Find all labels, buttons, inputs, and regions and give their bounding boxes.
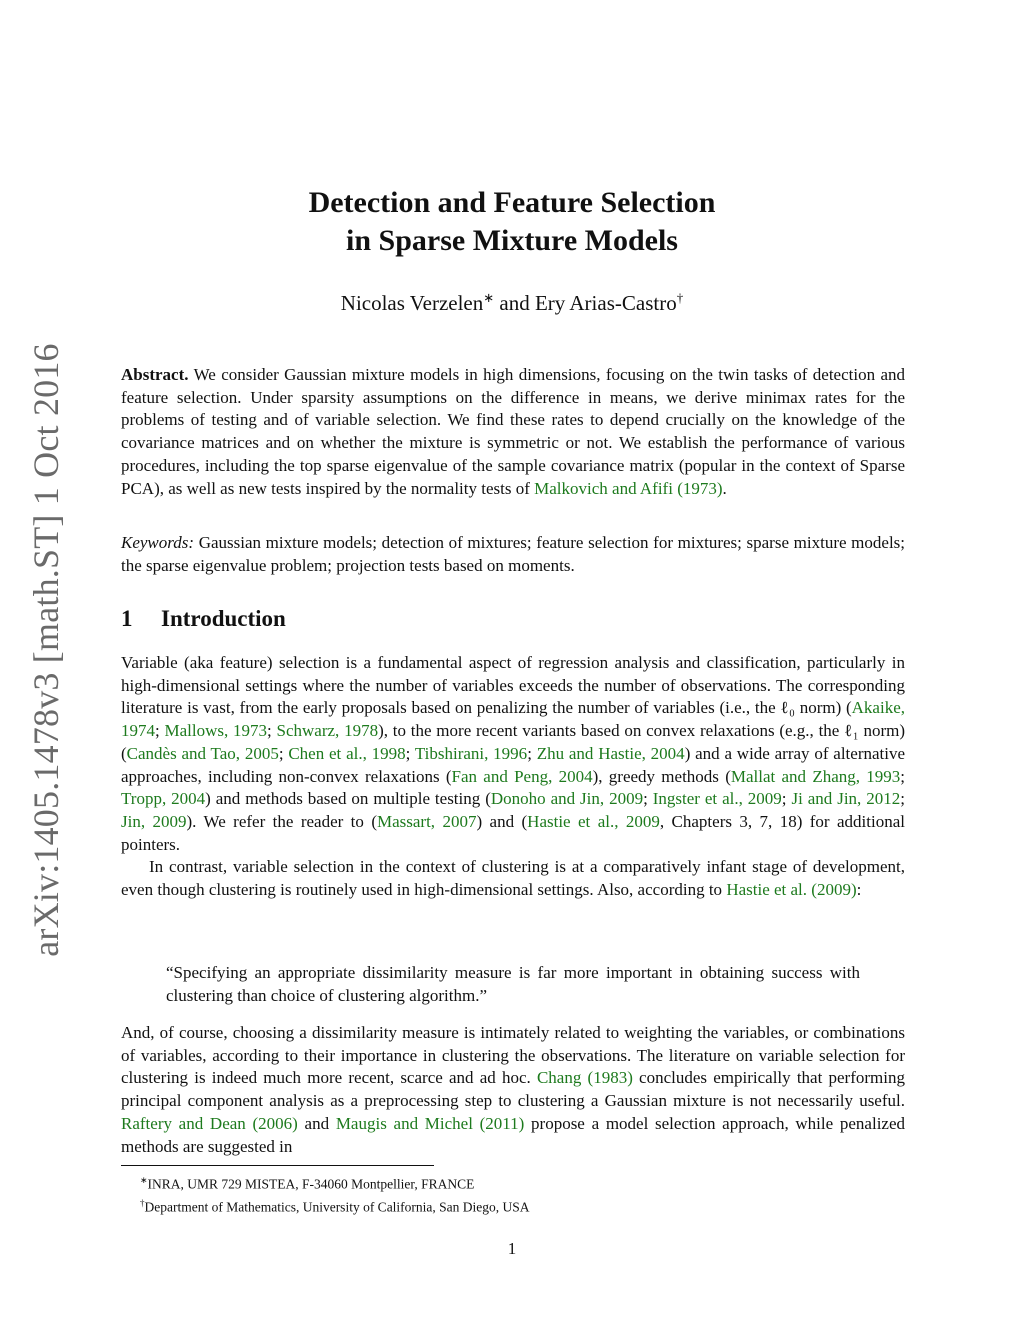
abstract <box>121 364 905 500</box>
footnotes <box>140 1171 530 1216</box>
author-line <box>0 290 1024 316</box>
body-text: ; <box>643 789 653 809</box>
keywords-label: Keywords: <box>121 533 195 552</box>
body-text: ; <box>405 743 415 763</box>
abstract-label: Abstract. <box>121 365 189 384</box>
title-line-2: in Sparse Mixture Models <box>346 224 678 257</box>
body-text: propose a model selection approach, while penalized methods are suggested in <box>121 1113 906 1156</box>
footnote-1-text: INRA, UMR 729 MISTEA, F-34060 Montpellier, FRANCE <box>147 1176 475 1192</box>
citation-link[interactable]: Candès and Tao, 2005 <box>126 743 279 763</box>
paragraph-2 <box>121 856 905 901</box>
footnote-rule <box>121 1165 434 1166</box>
introduction-continued <box>121 1022 905 1158</box>
author-conjunction: and <box>499 291 530 315</box>
citation-link[interactable]: Zhu and Hastie, 2004 <box>536 743 685 763</box>
abstract-citation-link[interactable]: Malkovich and Afifi (1973) <box>534 478 723 498</box>
arxiv-identifier: arXiv:1405.1478v3 [math.ST] 1 Oct 2016 <box>26 343 66 957</box>
citation-link[interactable]: Mallows, 1973 <box>164 721 268 741</box>
paragraph-1 <box>121 652 905 856</box>
keywords-text: Gaussian mixture models; detection of mixtures; feature selection for mixtures; sparse mixture models; the sparse eigenvalue problem; projection tests based on moments. <box>121 533 906 575</box>
citation-link[interactable]: Maugis and Michel (2011) <box>335 1113 525 1133</box>
keywords <box>121 532 905 577</box>
abstract-text: We consider Gaussian mixture models in high dimensions, focusing on the twin tasks of detection and feature selection. Under sparsity assumptions on the difference in means, we derive minimax rates for the problems of testing and of variable selection. We find these rates to depend crucially on the knowledge of the covariance matrices and on whether the mixture is symmetric or not. We establish the performance of various procedures, including the top sparse eigenvalue of the sample covariance matrix (popular in the context of Sparse PCA), as well as new tests inspired by the normality tests of <box>121 365 905 498</box>
author-1-mark: ∗ <box>483 290 495 305</box>
block-quote: “Specifying an appropriate dissimilarity measure is far more important in obtaining success with clustering than choice of clustering algorithm.” <box>166 963 860 1005</box>
paragraph-3 <box>121 1022 905 1158</box>
body-text: ) and methods based on multiple testing ( <box>205 789 491 809</box>
footnote-1 <box>140 1171 530 1194</box>
body-text: ) and a wide array of alternative approaches, including non-convex relaxations ( <box>121 743 906 786</box>
citation-link[interactable]: Ji and Jin, 2012 <box>791 789 901 809</box>
body-text: ) and ( <box>476 811 528 831</box>
body-text: ), to the more recent variants based on convex relaxations (e.g., the ℓ₁ norm) ( <box>121 721 906 763</box>
citation-link[interactable]: Raftery and Dean (2006) <box>121 1113 298 1133</box>
body-text: ; <box>278 743 289 763</box>
citation-link[interactable]: Hastie et al., 2009 <box>527 811 660 831</box>
body-text: Variable (aka feature) selection is a fundamental aspect of regression analysis and classification, particularly in high-dimensional settings where the number of variables exceeds the number of observations. The corresponding literature is vast, from the early proposals based on penalizing the number of variables (i.e., the ℓ₀ norm) ( <box>121 653 905 718</box>
abstract-end: . <box>722 478 727 498</box>
section-number: 1 <box>121 606 133 631</box>
citation-link[interactable]: Chang (1983) <box>536 1068 633 1088</box>
citation-link[interactable]: Akaike, 1974 <box>121 698 905 741</box>
citation-link[interactable]: Donoho and Jin, 2009 <box>490 789 644 809</box>
body-text: In contrast, variable selection in the context of clustering is at a comparatively infant stage of development, even though clustering is routinely used in high-dimensional settings. Also, according to <box>121 857 905 900</box>
citation-link[interactable]: Mallat and Zhang, 1993 <box>730 766 901 786</box>
citation-link[interactable]: Schwarz, 1978 <box>276 721 379 741</box>
citation-link[interactable]: Chen et al., 1998 <box>288 743 406 763</box>
body-text: ), greedy methods ( <box>592 766 731 786</box>
body-text: and <box>297 1113 336 1133</box>
arxiv-sidebar-stamp <box>18 343 74 957</box>
citation-link[interactable]: Tibshirani, 1996 <box>414 743 528 763</box>
body-text: ; <box>267 721 277 741</box>
citation-link[interactable]: Jin, 2009 <box>121 811 187 831</box>
title-line-1: Detection and Feature Selection <box>308 186 716 219</box>
body-text: : <box>856 880 862 900</box>
body-text: ). We refer the reader to ( <box>186 811 377 831</box>
body-text: ; <box>527 743 537 763</box>
section-title: Introduction <box>161 606 286 631</box>
introduction-body <box>121 652 905 902</box>
page-number: 1 <box>507 1239 517 1258</box>
citation-link[interactable]: Massart, 2007 <box>376 811 477 831</box>
footnote-1-mark: ∗ <box>140 1175 148 1185</box>
footnote-2-mark: † <box>140 1197 145 1208</box>
citation-link[interactable]: Hastie et al. (2009) <box>726 880 857 900</box>
author-2: Ery Arias-Castro <box>534 291 677 315</box>
body-text: And, of course, choosing a dissimilarity measure is intimately related to weighting the variables, or combinations of variables, according to their importance in clustering the observations. The literature on variable selection for clustering is indeed much more recent, scarce and ad hoc. <box>121 1023 905 1088</box>
paper-title <box>0 184 1024 260</box>
body-text: ; <box>155 721 165 741</box>
body-text: , Chapters 3, 7, 18) for additional pointers. <box>121 811 905 854</box>
citation-link[interactable]: Fan and Peng, 2004 <box>451 766 593 786</box>
citation-link[interactable]: Ingster et al., 2009 <box>652 789 782 809</box>
section-heading <box>121 606 286 632</box>
author-2-mark: † <box>676 290 684 305</box>
author-1: Nicolas Verzelen <box>340 291 484 315</box>
body-text: ; <box>900 766 906 786</box>
body-text: ; <box>900 789 905 809</box>
footnote-2 <box>140 1194 530 1217</box>
body-text: concludes empirically that performing principal component analysis as a preprocessing step to clustering a Gaussian mixture is not necessarily useful. <box>121 1068 905 1111</box>
footnote-2-text: Department of Mathematics, University of California, San Diego, USA <box>144 1199 530 1214</box>
body-text: ; <box>781 789 792 809</box>
citation-link[interactable]: Tropp, 2004 <box>121 789 206 809</box>
